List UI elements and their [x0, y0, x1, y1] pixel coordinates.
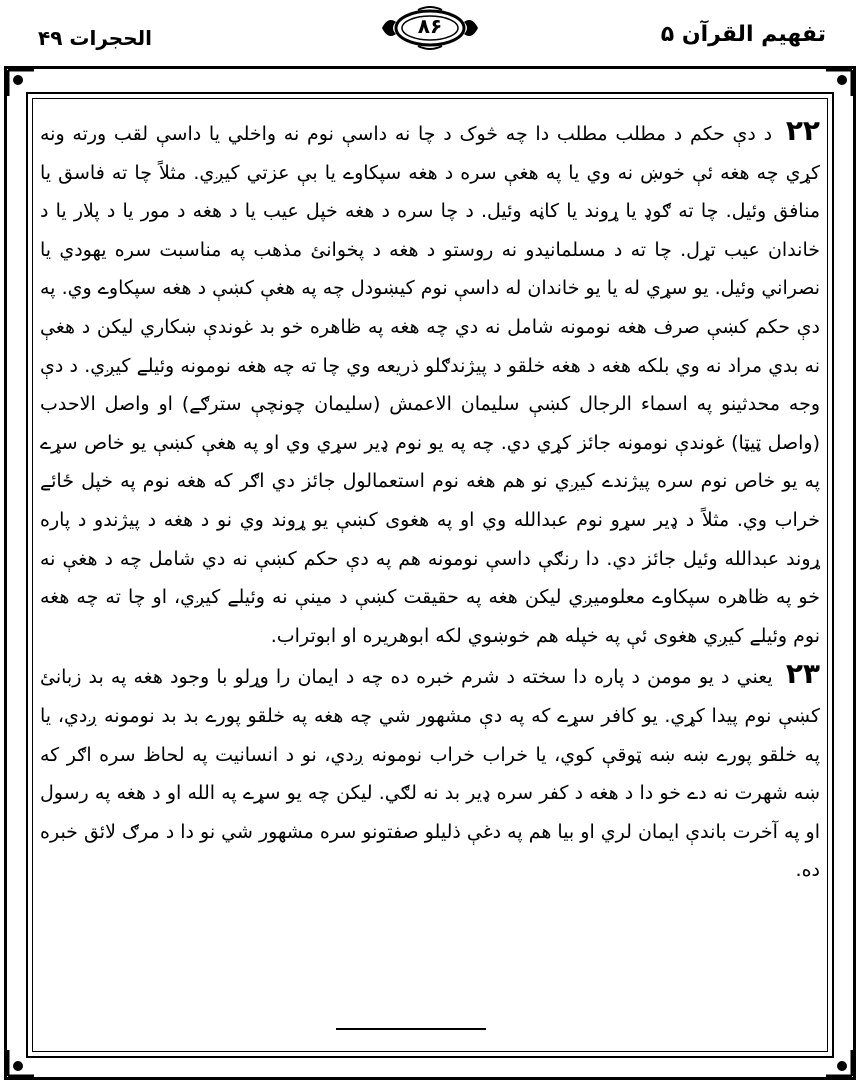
footnote-number: ۲۲ [785, 114, 820, 147]
page-number-ornament [378, 6, 482, 50]
page-header [0, 0, 864, 62]
footnote [40, 112, 820, 655]
footnote-text: يعني د يو مومن د پاره دا سخته د شرم خبره ده چه د ايمان را وړلو با وجود هغه په بد زبانئ کښې نوم پيدا کړي. يو کافر سړے که په دې مشهور شي چه هغه په خلقو پورے بد بد نومونه ږدي، يا په خلقو پورے ښه ښه ټوقې کوي، يا خراب خراب نومونه ږدي، نو د انسانيت په لحاظ سره اګر که ښه شهرت نه دے خو دا د هغه د کفر سره ډير بد نه لګي. ليکن چه يو سړے په الله او د هغه په رسول او په آخرت باندې ايمان لري او بيا هم په دغې ذليلو صفتونو سره مشهور شي نو دا د مرګ لائق خبره ده. [40, 666, 820, 882]
page-number: ۸۶ [417, 14, 443, 38]
footnote [40, 655, 820, 890]
corner-ornament-icon [822, 1046, 856, 1080]
corner-ornament-icon [4, 66, 38, 100]
footnote-text: د دې حکم د مطلب مطلب دا چه څوک د چا نه داسې نوم نه واخلي يا داسې لقب ورته ونه کړي چه هغه ئې خوښ نه وي يا په هغې سره د هغه سپکاوے يا بې عزتي کيږي. مثلاً چا ته فاسق يا منافق وئيل. چا ته ګوډ يا ړوند يا کاڼه وئيل. د چا سره د هغه خپل عيب يا د هغه د مور يا د پلار يا د خاندان عيب تړل. چا ته د مسلمانيدو نه روستو د هغه د پخوانئ مذهب په مناسبت سره يهودي يا نصراني وئيل. يو سړي له يا يو خاندان له داسې نوم کيښودل چه په هغې کښې د هغه سپکاوے وي. په دې حکم کښې صرف هغه نومونه شامل نه دي چه هغه په ظاهره خو بد غوندې ښکاري ليکن د هغې نه بدي مراد نه وي بلکه هغه د هغه خلقو د پيژندګلو ذريعه وي چا ته چه هغه نومونه وئيلے کيږي. د دې وجه محدثينو په اسماء الرجال کښې سليمان الاعمش (سليمان چونچې سترګے) او واصل الاحدب (واصل ټيټا) غوندې نومونه جائز کړي دي. چه په يو نوم ډير سړي وي او په هغې کښې يو خاص سړے په يو خاص نوم سره پيژندے کيږي نو هم هغه نوم استعمالول جائز دي اګر که هغه نوم په خپل ځائے خراب وي. مثلاً د ډير سړو نوم عبدالله وي او په هغوی کښې يو ړوند وي نو د هغه د پيژندو د پاره ړوند عبدالله وئيل جائز دي. دا رنګې داسې نومونه هم په دې حکم کښې نه دي شامل چه د هغې نه خو په ظاهره سپکاوے معلوميږي ليکن هغه په حقيقت کښې د مينې نه وئيلے کيږي، او چا ته چه هغه نوم وئيلے کيږي هغوی ئې په خپله هم خوښوي لکه ابوهريره او ابوتراب. [40, 123, 820, 647]
end-separator-line [336, 1028, 486, 1030]
footnote-number: ۲۳ [785, 657, 820, 691]
page-body [40, 112, 820, 1012]
book-title: تفهيم القرآن ۵ [660, 22, 826, 47]
corner-ornament-icon [4, 1046, 38, 1080]
corner-ornament-icon [822, 66, 856, 100]
surah-reference: الحجرات ۴۹ [38, 26, 152, 50]
